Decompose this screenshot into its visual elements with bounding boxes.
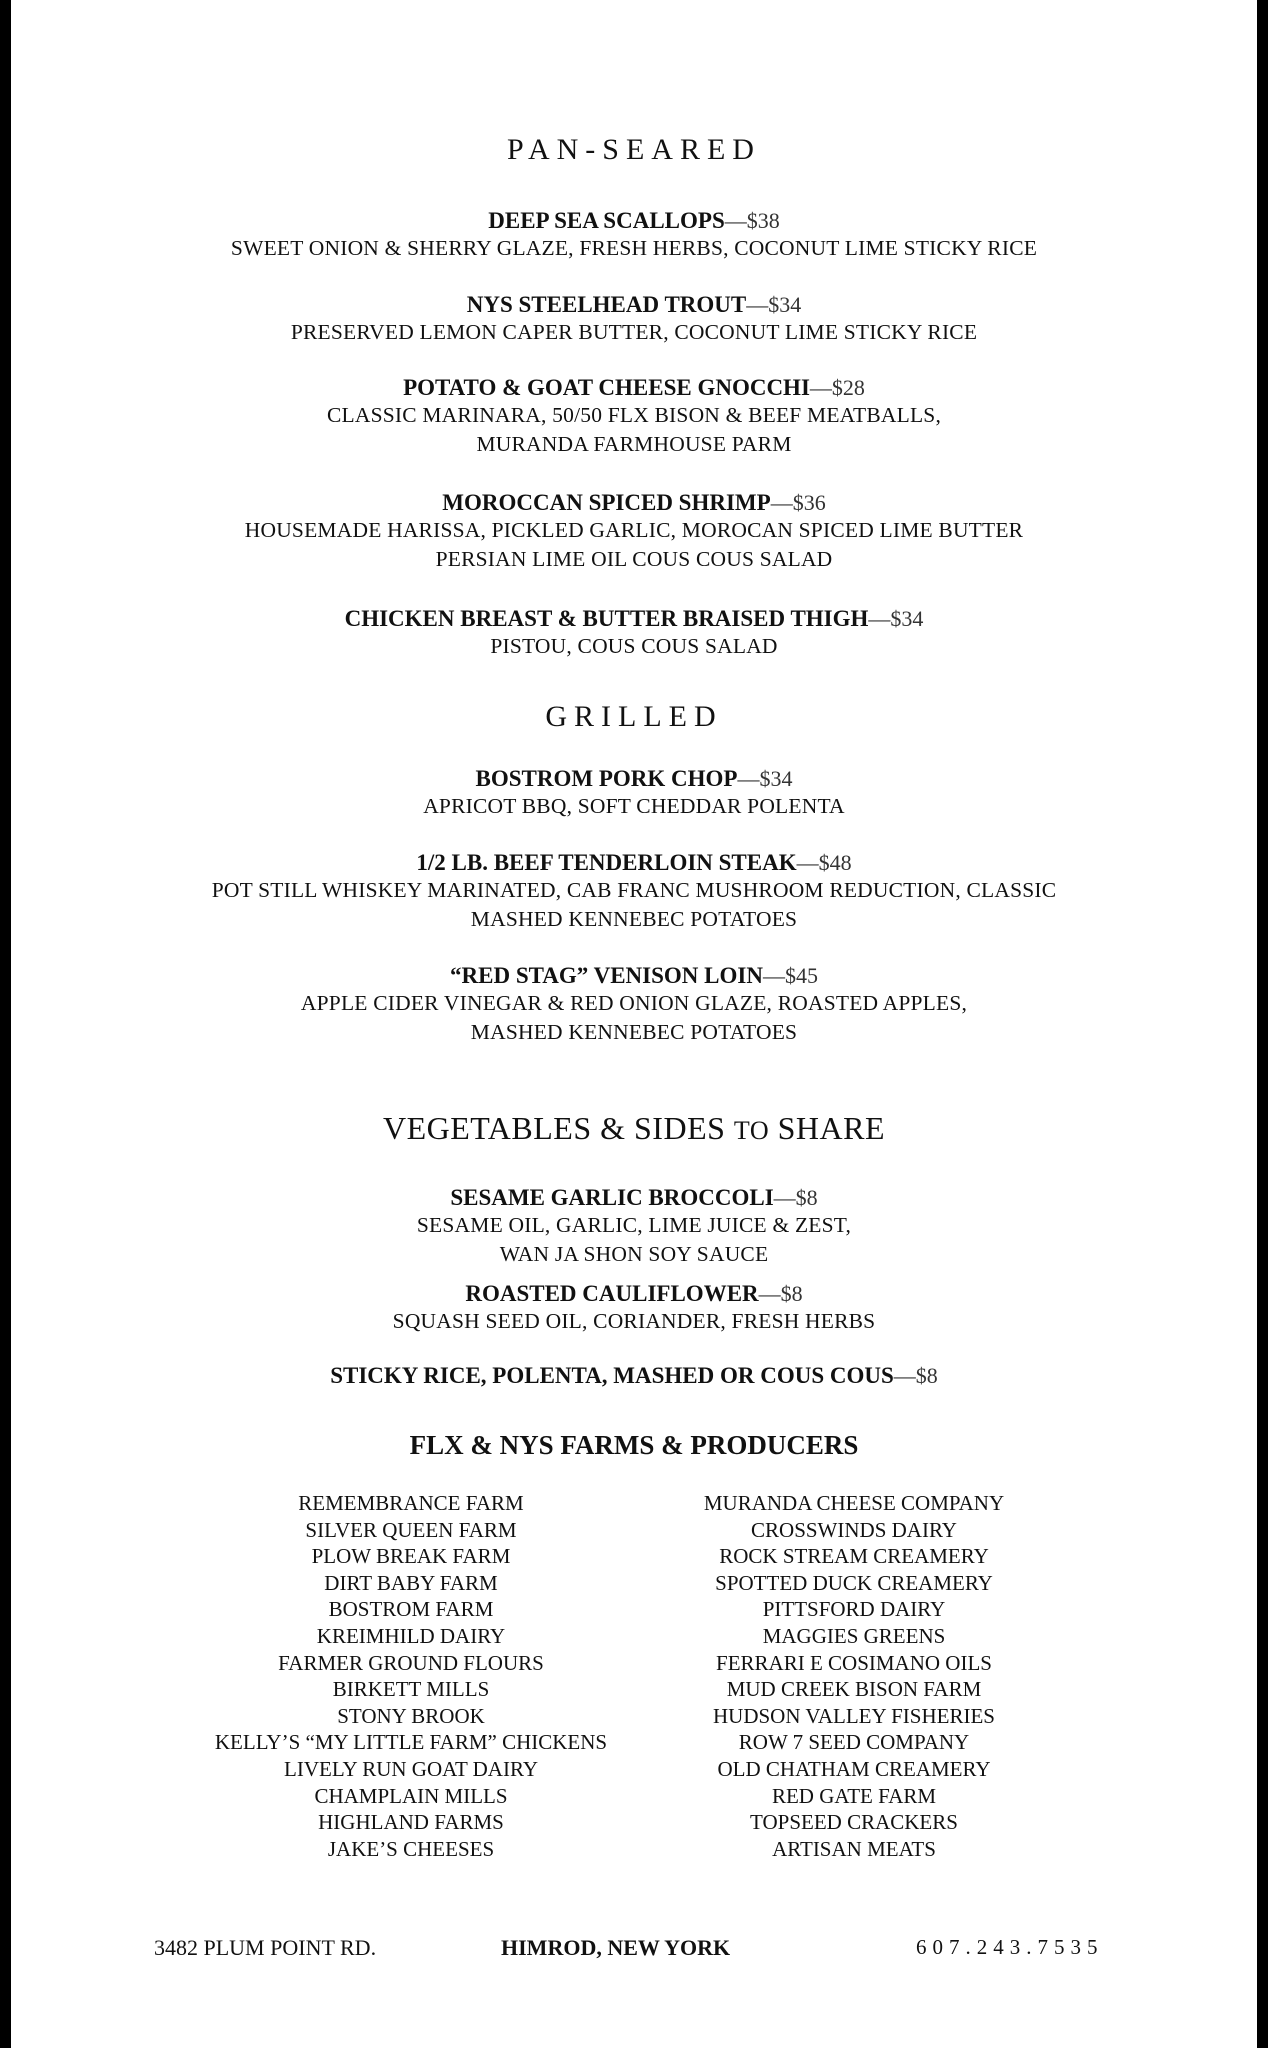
item-price: —$36: [770, 490, 826, 515]
producer-item: DIRT BABY FARM: [324, 1570, 498, 1595]
item-description: WAN JA SHON SOY SAUCE: [499, 1242, 769, 1266]
producer-item: SPOTTED DUCK CREAMERY: [715, 1570, 993, 1595]
item-price: —$34: [868, 606, 924, 631]
item-description: MASHED KENNEBEC POTATOES: [470, 1020, 798, 1044]
producer-item: PITTSFORD DAIRY: [762, 1597, 946, 1622]
producer-item: TOPSEED CRACKERS: [750, 1810, 958, 1835]
item-name: BOSTROM PORK CHOP: [475, 766, 738, 791]
producer-item: ARTISAN MEATS: [772, 1836, 936, 1861]
item-price: —$8: [758, 1281, 803, 1306]
producer-item: MAGGIES GREENS: [762, 1623, 946, 1648]
item-name: DEEP SEA SCALLOPS: [488, 208, 725, 233]
producer-item: KREIMHILD DAIRY: [316, 1623, 506, 1648]
producer-item: HIGHLAND FARMS: [318, 1810, 504, 1835]
section-heading-text: PAN-SEARED: [507, 133, 761, 166]
item-name: MOROCCAN SPICED SHRIMP: [442, 490, 771, 515]
producer-item: PLOW BREAK FARM: [311, 1544, 511, 1569]
producer-item: FERRARI E COSIMANO OILS: [716, 1650, 992, 1675]
producer-item: OLD CHATHAM CREAMERY: [717, 1756, 991, 1781]
producer-item: LIVELY RUN GOAT DAIRY: [284, 1756, 538, 1781]
item-description: PISTOU, COUS COUS SALAD: [490, 634, 778, 658]
section-heading-text: TO: [733, 1116, 770, 1145]
section-heading-pan-seared: [11, 133, 1257, 167]
item-price: —$34: [737, 766, 793, 791]
producer-item: MUD CREEK BISON FARM: [726, 1677, 982, 1702]
item-price: —$28: [809, 375, 865, 400]
item-name: SESAME GARLIC BROCCOLI: [450, 1185, 774, 1210]
section-heading-grilled: [11, 700, 1257, 734]
item-name: “RED STAG” VENISON LOIN: [450, 963, 763, 988]
item-description: SQUASH SEED OIL, CORIANDER, FRESH HERBS: [392, 1309, 876, 1333]
section-heading-text: SHARE: [769, 1110, 886, 1146]
producer-item: RED GATE FARM: [771, 1783, 937, 1808]
producer-item: KELLY’S “MY LITTLE FARM” CHICKENS: [214, 1730, 608, 1755]
menu-item-tenderloin: [11, 850, 1257, 934]
footer-address: 3482 PLUM POINT RD.: [154, 1935, 377, 1960]
item-description: HOUSEMADE HARISSA, PICKLED GARLIC, MOROCAN SPICED LIME BUTTER: [244, 518, 1024, 542]
item-description: MURANDA FARMHOUSE PARM: [476, 432, 792, 456]
producer-item: JAKE’S CHEESES: [327, 1836, 495, 1861]
menu-item-trout: [11, 292, 1257, 347]
menu-item-gnocchi: [11, 375, 1257, 459]
item-description: MASHED KENNEBEC POTATOES: [470, 907, 798, 931]
section-heading-text: VEGETABLES & SIDES: [382, 1110, 734, 1146]
producers-left-list: [191, 1490, 631, 1862]
producer-item: MURANDA CHEESE COMPANY: [703, 1491, 1005, 1515]
producer-item: FARMER GROUND FLOURS: [278, 1650, 544, 1675]
menu-item-pork-chop: [11, 766, 1257, 821]
section-heading-text: FLX & NYS FARMS & PRODUCERS: [409, 1430, 859, 1460]
menu-item-sides: [11, 1363, 1257, 1389]
producer-item: BOSTROM FARM: [328, 1597, 494, 1622]
item-description: APPLE CIDER VINEGAR & RED ONION GLAZE, ROASTED APPLES,: [300, 991, 968, 1015]
item-name: POTATO & GOAT CHEESE GNOCCHI: [403, 375, 810, 400]
producers-right-list: [634, 1490, 1074, 1862]
item-price: —$8: [893, 1363, 938, 1388]
producer-item: SILVER QUEEN FARM: [305, 1517, 517, 1542]
item-description: PERSIAN LIME OIL COUS COUS SALAD: [435, 547, 833, 571]
producer-item: REMEMBRANCE FARM: [298, 1491, 524, 1515]
footer-phone: 607.243.7535: [916, 1935, 1104, 1959]
footer-city: HIMROD, NEW YORK: [501, 1935, 731, 1960]
producer-item: HUDSON VALLEY FISHERIES: [713, 1703, 995, 1728]
item-name: CHICKEN BREAST & BUTTER BRAISED THIGH: [344, 606, 869, 631]
menu-item-shrimp: [11, 490, 1257, 574]
menu-page: [11, 0, 1257, 2048]
menu-item-chicken: [11, 606, 1257, 661]
section-heading-producers: [11, 1430, 1257, 1461]
producer-item: CHAMPLAIN MILLS: [314, 1783, 508, 1808]
item-name: NYS STEELHEAD TROUT: [466, 292, 747, 317]
item-price: —$45: [762, 963, 818, 988]
producer-item: ROW 7 SEED COMPANY: [738, 1730, 970, 1755]
item-price: —$38: [724, 208, 780, 233]
producer-item: ROCK STREAM CREAMERY: [719, 1544, 989, 1569]
section-heading-vegetables: [11, 1110, 1257, 1147]
item-name: ROASTED CAULIFLOWER: [465, 1281, 759, 1306]
item-description: SWEET ONION & SHERRY GLAZE, FRESH HERBS, COCONUT LIME STICKY RICE: [230, 236, 1038, 260]
item-description: SESAME OIL, GARLIC, LIME JUICE & ZEST,: [416, 1213, 852, 1237]
producer-item: CROSSWINDS DAIRY: [751, 1517, 957, 1542]
item-price: —$48: [796, 850, 852, 875]
producer-item: BIRKETT MILLS: [332, 1677, 490, 1702]
item-price: —$8: [773, 1185, 818, 1210]
menu-item-venison: [11, 963, 1257, 1047]
item-description: PRESERVED LEMON CAPER BUTTER, COCONUT LIME STICKY RICE: [290, 320, 978, 344]
section-heading-text: GRILLED: [545, 700, 723, 733]
menu-item-broccoli: [11, 1185, 1257, 1269]
item-price: —$34: [746, 292, 802, 317]
menu-item-scallops: [11, 208, 1257, 263]
item-description: POT STILL WHISKEY MARINATED, CAB FRANC MUSHROOM REDUCTION, CLASSIC: [211, 878, 1057, 902]
menu-item-cauliflower: [11, 1281, 1257, 1336]
item-name: 1/2 LB. BEEF TENDERLOIN STEAK: [416, 850, 797, 875]
item-name: STICKY RICE, POLENTA, MASHED OR COUS COUS: [330, 1363, 894, 1388]
item-description: CLASSIC MARINARA, 50/50 FLX BISON & BEEF MEATBALLS,: [326, 403, 942, 427]
item-description: APRICOT BBQ, SOFT CHEDDAR POLENTA: [423, 794, 845, 818]
producer-item: STONY BROOK: [337, 1703, 485, 1728]
